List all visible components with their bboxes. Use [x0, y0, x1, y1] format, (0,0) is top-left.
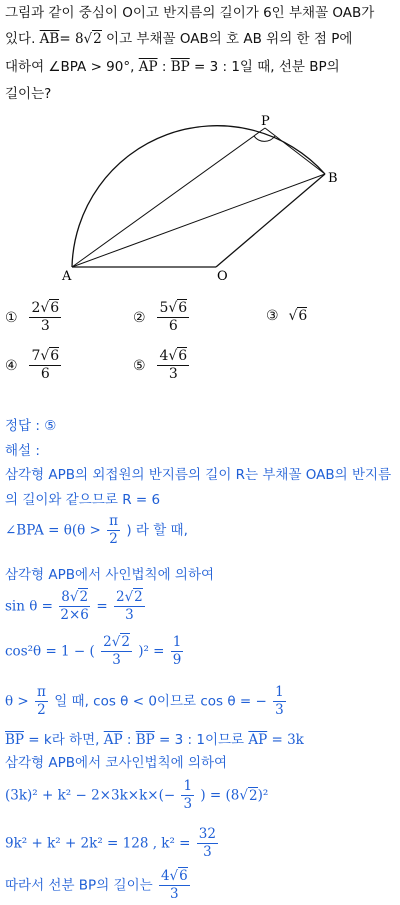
solution-line-1: 삼각형 APB의 외접원의 반지름의 길이 R는 부채꼴 OAB의 반지름	[5, 467, 392, 483]
solution-line-5: sin θ = $\frac{8√2}{2\times 6}$ = $\frac{2√2}{3}$	[5, 589, 143, 623]
problem-line-4: 길이는?	[5, 86, 52, 102]
label-a: A	[62, 269, 72, 284]
problem-line-2: 있다. $\overline{AB}= 8√2$ 이고 부채꼴 OAB의 호 AB 위의 한 점 P에	[5, 31, 353, 47]
solution-line-10: (3k)² + k² − 2×3k×k×(− $\frac{1}{3}$ ) = (8√2)²	[5, 778, 269, 812]
solution-title: 해설 :	[5, 443, 40, 459]
solution-line-9: 삼각형 APB에서 코사인법칙에 의하여	[5, 755, 228, 771]
label-p: P	[261, 114, 270, 129]
choice-2[interactable]: ② $\frac{5√6}{6}$	[133, 300, 188, 334]
sector-arc	[72, 126, 325, 267]
problem-line-1: 그림과 같이 중심이 O이고 반지름의 길이가 6인 부채꼴 OAB가	[5, 5, 375, 21]
solution-line-11: 9k² + k² + 2k² = 128 , k² = $\frac{32}{3}$	[5, 826, 216, 860]
label-o: O	[217, 269, 228, 284]
solution-line-8: $\overline{BP} = k$라 하면, $\overline{AP}$ : $\overline{BP} = 3$ : 1이므로 $\overline{AP} = 3k$	[5, 732, 304, 748]
choice-5[interactable]: ⑤ $\frac{4√6}{3}$	[133, 348, 188, 382]
solution-line-4: 삼각형 APB에서 사인법칙에 의하여	[5, 567, 215, 583]
solution-line-12: 따라서 선분 BP의 길이는 $\frac{4√6}{3}$	[5, 868, 188, 902]
solution-line-2: 의 길이와 같으므로 R = 6	[5, 492, 161, 508]
problem-line-3: 대하여 ∠BPA > 90°, $\overline{AP}$ : $\overline{BP} = 3$ : 1일 때, 선분 BP의	[5, 59, 340, 75]
answer-line: 정답 : ⑤	[5, 418, 57, 434]
segment-bp: $\overline{BP}$	[170, 59, 190, 75]
choice-4[interactable]: ④ $\frac{7√6}{6}$	[5, 348, 60, 382]
segment-ab: $\overline{AB}$	[39, 31, 60, 47]
choice-1[interactable]: ① $\frac{2√6}{3}$	[5, 300, 60, 334]
chord-ab	[72, 174, 325, 267]
label-b: B	[328, 171, 338, 186]
sector-figure	[0, 108, 400, 288]
segment-ap: $\overline{AP}$	[138, 59, 158, 75]
solution-line-6: cos²θ = 1 − ( $\frac{2√2}{3}$ )² = $\frac{1}{9}$	[5, 634, 182, 668]
choice-3[interactable]: ③ √6	[266, 308, 308, 324]
chord-ap	[72, 128, 265, 267]
radius-ob	[216, 174, 325, 267]
solution-line-7: θ > $\frac{\pi}{2}$ 일 때, cos θ < 0이므로 cos θ = − $\frac{1}{3}$	[5, 684, 284, 718]
solution-line-3: ∠BPA = θ(θ > $\frac{\pi}{2}$ ) 라 할 때,	[5, 513, 188, 547]
chord-bp	[265, 128, 325, 174]
